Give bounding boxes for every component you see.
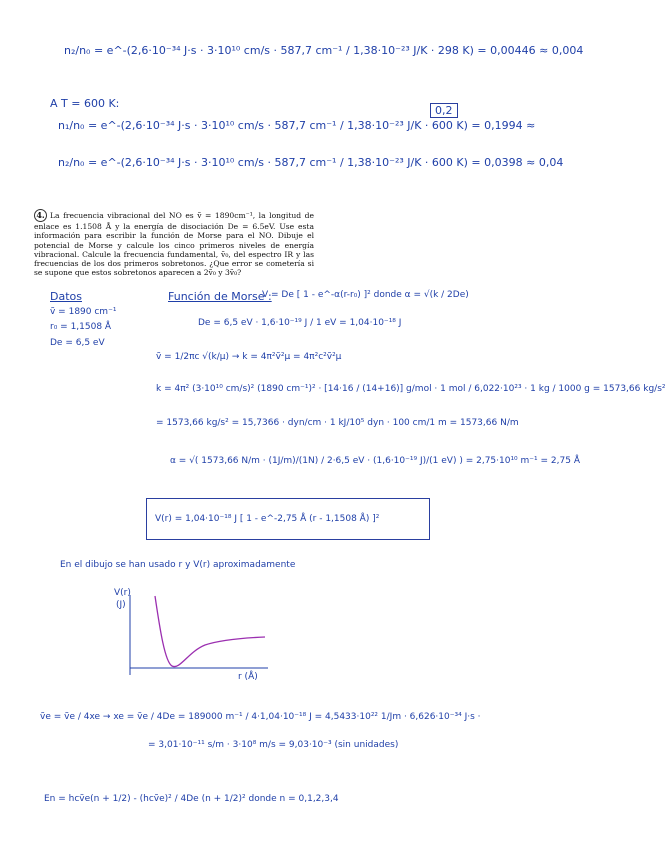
- morse-title: Función de Morse :: [168, 290, 272, 303]
- morse-formula: V = De [ 1 - e^-α(r-r₀) ]² donde α = √(k / 2De): [262, 290, 469, 300]
- boxed-morse-function: V(r) = 1,04·10⁻¹⁸ J [ 1 - e^-2,75 Å (r - 1,1508 Å) ]²: [146, 498, 430, 540]
- calc-k-conversion: = 1573,66 kg/s² = 15,7366 · dyn/cm · 1 kJ/10⁵ dyn · 100 cm/1 m = 1573,66 N/m: [156, 418, 519, 428]
- energy-levels-formula: En = hcṽe(n + 1/2) - (hcṽe)² / 4De (n + 1/2)² donde n = 0,1,2,3,4: [44, 794, 339, 804]
- morse-potential-graph: [110, 590, 270, 680]
- morse-curve-svg: [110, 590, 270, 680]
- datos-title: Datos: [50, 290, 82, 303]
- graph-yunit: (J): [116, 600, 126, 610]
- anharmonicity-result: = 3,01·10⁻¹¹ s/m · 3·10⁸ m/s = 9,03·10⁻³ (sin unidades): [148, 740, 399, 750]
- temperature-heading: A T = 600 K:: [50, 97, 120, 110]
- de-conversion: De = 6,5 eV · 1,6·10⁻¹⁹ J / 1 eV = 1,04·10⁻¹⁸ J: [198, 318, 402, 328]
- ratio-n2-298k: n₂/n₀ = e^-(2,6·10⁻³⁴ J·s · 3·10¹⁰ cm/s · 587,7 cm⁻¹ / 1,38·10⁻²³ J/K · 298 K) = 0,00446 ≈ 0,004: [64, 44, 584, 57]
- graph-note: En el dibujo se han usado r y V(r) aproximadamente: [60, 560, 296, 570]
- problem-number: 4.: [34, 209, 47, 222]
- graph-ylabel: V(r): [114, 588, 131, 598]
- dato-bond-length: r₀ = 1,1508 Å: [50, 322, 112, 332]
- problem-text: La frecuencia vibracional del NO es ṽ = 1890cm⁻¹, la longitud de enlace es 1.1508 Å y la energía de disociación De = 6.5eV. Use esta información para escribir la función de Morse para el NO. Dibuje el potencial de Morse y calcule los cinco primeros niveles de energía vibracional. Calcule la frecuencia fundamental, ṽ₀, del espectro IR y las frecuencias de los dos primeros sobretonos. ¿Que error se cometería si se supone que estos sobretonos aparecen a 2ṽ₀ y 3ṽ₀?: [34, 211, 314, 278]
- boxed-result-02: 0,2: [430, 103, 458, 118]
- ratio-n2-600k: n₂/n₀ = e^-(2,6·10⁻³⁴ J·s · 3·10¹⁰ cm/s · 587,7 cm⁻¹ / 1,38·10⁻²³ J/K · 600 K) = 0,0398 ≈ 0,04: [58, 156, 564, 169]
- anharmonicity-calc: ṽe = ṽe / 4xe → xe = ṽe / 4De = 189000 m⁻¹ / 4·1,04·10⁻¹⁸ J = 4,5433·10²² 1/Jm · 6,626·10⁻³⁴ J·s ·: [40, 712, 481, 722]
- graph-xlabel: r (Å): [238, 672, 258, 682]
- calc-k-value: k = 4π² (3·10¹⁰ cm/s)² (1890 cm⁻¹)² · [14·16 / (14+16)] g/mol · 1 mol / 6,022·10²³ · 1 kg / 1000 g = 1573,66 kg/s²: [156, 384, 665, 394]
- dato-dissociation: De = 6,5 eV: [50, 338, 105, 348]
- calc-k-formula: ṽ = 1/2πc √(k/μ) → k = 4π²ṽ²μ = 4π²c²ṽ²μ: [156, 352, 342, 362]
- calc-alpha: α = √( 1573,66 N/m · (1J/m)/(1N) / 2·6,5 eV · (1,6·10⁻¹⁹ J)/(1 eV) ) = 2,75·10¹⁰ m⁻¹ = 2,75 Å: [170, 456, 580, 466]
- problem-statement: [34, 209, 314, 278]
- morse-curve: [155, 596, 265, 667]
- ratio-n1-600k: n₁/n₀ = e^-(2,6·10⁻³⁴ J·s · 3·10¹⁰ cm/s · 587,7 cm⁻¹ / 1,38·10⁻²³ J/K · 600 K) = 0,1994 ≈: [58, 119, 536, 132]
- dato-frequency: ṽ = 1890 cm⁻¹: [50, 307, 117, 317]
